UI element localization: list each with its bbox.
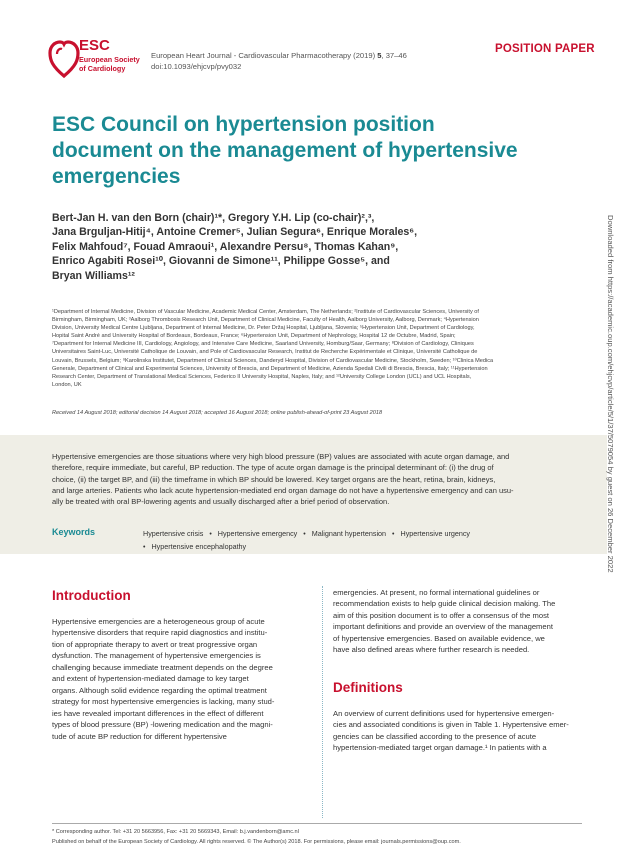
- article-title: [52, 112, 572, 190]
- column-divider: [322, 586, 323, 818]
- affiliation-line: Louvain, Brussels, Belgium; ⁹Karolinska Institutet, Department of Clinical Sciences, Danderyd Hospital, Division of Cardiovascular Medicine, Stockholm, Sweden; ¹⁰Clinica Medica: [52, 357, 494, 364]
- text-line: hypertensive disorders that require rapid diagnostics and institu-: [52, 628, 268, 638]
- logo-text: ESC: [79, 37, 110, 54]
- download-note-text[interactable]: Downloaded from https://academic.oup.com/ehjcvp/article/5/1/37/5079054 by guest on 26 December 2022: [606, 215, 615, 573]
- definitions-heading: Definitions: [333, 680, 403, 695]
- journal-name: European Heart Journal - Cardiovascular Pharmacotherapy (2019): [151, 51, 378, 60]
- author-list: [52, 211, 552, 283]
- article-type-label: POSITION PAPER: [495, 43, 595, 55]
- text-line: tude of acute BP reduction for different hypertensive: [52, 731, 227, 741]
- author-line: Bert-Jan H. van den Born (chair)¹*, Gregory Y.H. Lip (co-chair)²,³,: [52, 212, 375, 224]
- text-line: hypertension-mediated target organ damage.¹ In patients with a: [333, 743, 547, 753]
- text-line: Hypertensive emergencies are a heterogeneous group of acute: [52, 617, 265, 626]
- journal-volume: 5: [377, 51, 382, 60]
- doi[interactable]: doi:10.1093/ehjcvp/pvy032: [151, 62, 242, 71]
- affiliation-line: Hopital Saint André and University Hospital of Bordeaux, Bordeaux, France; ⁶Hypertension Unit, Department of Nephrology, Hospital 12 de Octubre, Madrid, Spain;: [52, 333, 456, 340]
- text-line: and extent of hypertension-mediated damage to key target: [52, 674, 249, 684]
- keyword: Hypertensive crisis: [143, 529, 204, 538]
- journal-pages: , 37–46: [381, 51, 407, 60]
- author-line: Jana Brguljan-Hitij⁴, Antoine Cremer⁵, Julian Segura⁶, Enrique Morales⁶,: [52, 226, 418, 239]
- logo-subtitle-line: European Society: [79, 55, 140, 64]
- affiliation-line: Research Center, Department of Translational Medical Sciences, Federico II University Hospital, Naples, Italy; and ¹²University College London (UCL) and UCL Hospitals,: [52, 373, 472, 380]
- text-line: challenging because immediate treatment depends on the degree: [52, 662, 273, 672]
- download-note: [600, 215, 630, 635]
- author-line: Enrico Agabiti Rosei¹⁰, Giovanni de Simone¹¹, Philippe Gosse⁵, and: [52, 255, 390, 268]
- affiliation-line: Birmingham, Birmingham, UK; ³Aalborg Thrombosis Research Unit, Department of Clinical Medicine, Faculty of Health, Aalborg University, Aalborg, Denmark; ⁴Hypertension: [52, 317, 479, 324]
- text-line: aim of this position document is to offer a consensus of the most: [333, 610, 549, 620]
- text-line: types of blood pressure (BP) -lowering medication and the magni-: [52, 720, 273, 730]
- keyword: Hypertensive emergency: [217, 529, 298, 538]
- text-line: recommendation exists to help guide clinical decision making. The: [333, 599, 556, 609]
- received-dates: Received 14 August 2018; editorial decision 14 August 2018; accepted 16 August 2018; online publish-ahead-of-print 23 August 2018: [52, 410, 383, 416]
- definitions-text: [333, 708, 593, 754]
- keyword: Malignant hypertension: [311, 529, 387, 538]
- corresponding-author-note: * Corresponding author. Tel: +31 20 5663956, Fax: +31 20 5669343, Email: b.j.vandenborn@amc.nl: [52, 829, 299, 835]
- author-line: Felix Mahfoud⁷, Fouad Amraoui¹, Alexandre Persu⁸, Thomas Kahan⁹,: [52, 240, 399, 253]
- affiliation-line: Division, University Medical Centre Ljubljana, Department of Internal Medicine, Dr. Peter Držaj Hospital, Ljubljana, Slovenia; ⁵Hypertension Unit, Department of Cardiology,: [52, 325, 475, 332]
- text-line: dysfunction. The management of hypertensive emergencies is: [52, 651, 261, 661]
- bullet-icon: •: [303, 531, 306, 538]
- journal-citation: [151, 50, 407, 72]
- affiliation-line: ¹Department of Internal Medicine, Division of Vascular Medicine, Academic Medical Center, Amsterdam, The Netherlands; ²Institute of Cardiovascular Sciences, University of: [52, 309, 479, 315]
- text-line: cies and associated conditions is given in Table 1. Hypertensive emer-: [333, 720, 569, 730]
- title-line: ESC Council on hypertension position: [52, 113, 435, 136]
- text-line: organs. Although solid evidence regarding the optimal treatment: [52, 685, 267, 695]
- author-line: Bryan Williams¹²: [52, 269, 135, 282]
- introduction-continued: [333, 587, 593, 656]
- text-line: gencies can be classified according to the presence of acute: [333, 731, 537, 741]
- title-line: document on the management of hypertensive: [52, 139, 518, 162]
- abstract: [52, 451, 582, 507]
- text-line: emergencies. At present, no formal international guidelines or: [333, 588, 540, 597]
- logo-subtitle-line: of Cardiology: [79, 63, 126, 73]
- keyword: Hypertensive urgency: [400, 529, 471, 538]
- abstract-line: and large arteries. Patients who lack acute hypertension-mediated end organ damage do not have a hypertensive emergency and can usu-: [52, 485, 514, 495]
- bullet-icon: •: [209, 531, 212, 538]
- abstract-line: therefore, require immediate, but careful, BP reduction. The type of acute organ damage is the principal determinant of: (i) the drug of: [52, 463, 494, 473]
- publisher-note: Published on behalf of the European Society of Cardiology. All rights reserved. © The Author(s) 2018. For permissions, please email: journals.permissions@oup.com.: [52, 839, 461, 845]
- affiliations: [52, 308, 582, 389]
- keywords-heading: Keywords: [52, 527, 96, 537]
- text-line: strategy for most hypertensive emergencies is lacking, many stud-: [52, 697, 275, 707]
- logo-subtitle: [79, 56, 140, 73]
- introduction-text: [52, 616, 310, 742]
- bullet-icon: •: [392, 531, 395, 538]
- text-line: An overview of current definitions used for hypertensive emergen-: [333, 709, 555, 718]
- text-line: have also defined areas where further research is needed.: [333, 645, 530, 655]
- keywords-list: [143, 528, 583, 554]
- bullet-icon: •: [143, 544, 146, 551]
- text-line: tion of appropriate therapy to avert or treat progressive organ: [52, 639, 258, 649]
- abstract-line: choice, (ii) the target BP, and (iii) the timeframe in which BP should be lowered. Key target organs are the heart, retina, brain, kidneys,: [52, 474, 496, 484]
- keyword: Hypertensive encephalopathy: [151, 542, 247, 551]
- text-line: ies have revealed important differences in the effect of different: [52, 708, 264, 718]
- footnote-divider: [52, 823, 582, 824]
- affiliation-line: ⁷Department for Internal Medicine III, Cardiology, Angiology, and Intensive Care Medicine, Saarland University, Homburg/Saar, Germany; ⁸Division of Cardiology, Cliniques: [52, 341, 474, 348]
- title-line: emergencies: [52, 165, 181, 188]
- introduction-heading: Introduction: [52, 588, 131, 603]
- affiliation-line: Generale, Department of Clinical and Experimental Sciences, University of Brescia, and Department of Medicine, Azienda Spedali Civili di Brescia, Brescia, Italy; ¹¹Hypertension: [52, 365, 488, 372]
- text-line: important definitions and provide an overview of the management: [333, 622, 553, 632]
- abstract-line: Hypertensive emergencies are those situations where very high blood pressure (BP) values are associated with acute organ damage, and: [52, 452, 510, 461]
- affiliation-line: London, UK: [52, 381, 82, 388]
- text-line: of hypertensive emergencies. Based on available evidence, we: [333, 633, 545, 643]
- affiliation-line: Universitaires Saint-Luc, Université Catholique de Louvain, and Pole of Cardiovascular Research, Institut de Recherche Expérimentale et Clinique, Université Catholique de: [52, 349, 478, 356]
- abstract-line: ally be treated with oral BP-lowering agents and usually discharged after a brief period of observation.: [52, 497, 390, 507]
